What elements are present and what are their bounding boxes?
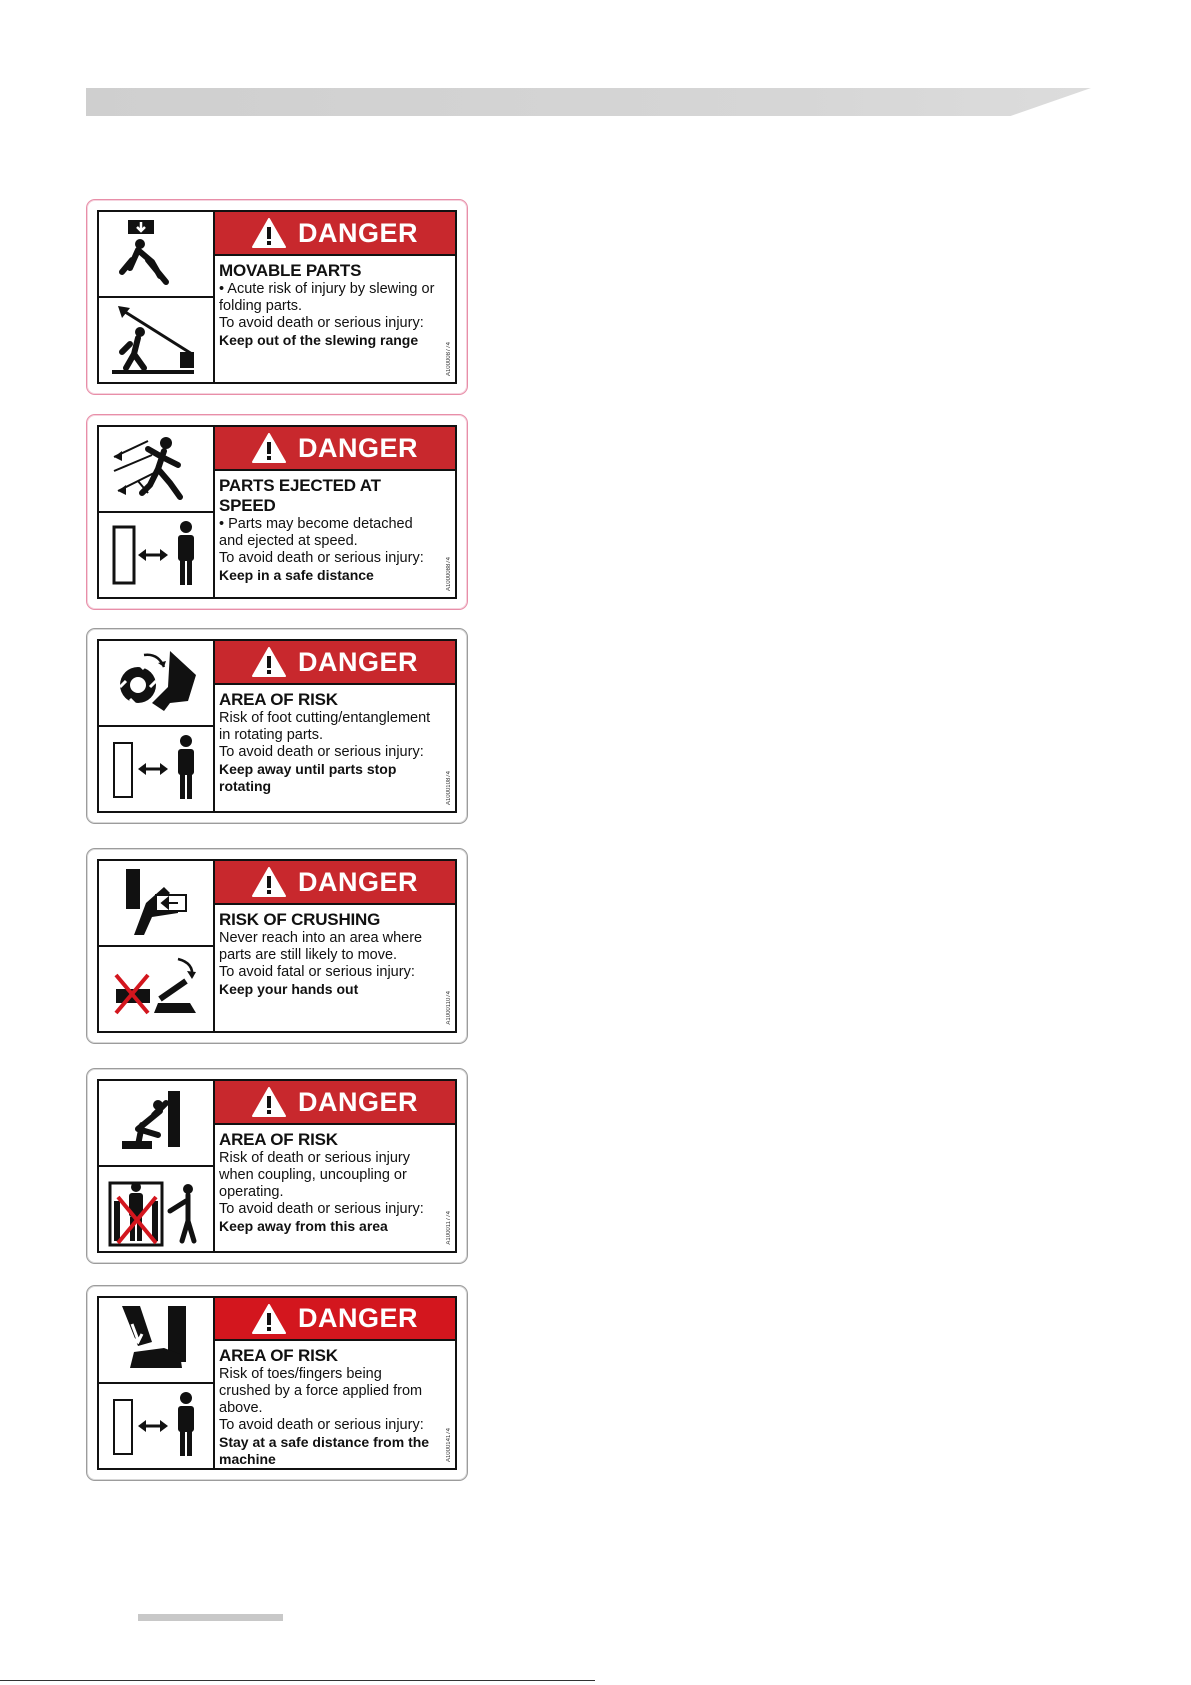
- ejected-parts-person-icon: [99, 427, 213, 511]
- safety-sign: [97, 859, 457, 1033]
- hazard-title: AREA OF RISK: [219, 690, 338, 709]
- required-action: Keep away from this area: [219, 1218, 388, 1234]
- safe-distance-icon: [99, 511, 213, 597]
- bottom-rule: [0, 1680, 595, 1681]
- falling-person-icon: [99, 212, 213, 296]
- hazard-description: Risk of toes/fingers being crushed by a force applied from above.: [219, 1366, 423, 1416]
- required-action: Stay at a safe distance from the machine: [219, 1434, 430, 1467]
- danger-heading: DANGER: [297, 646, 418, 677]
- danger-label-crushed-toes: [86, 1285, 468, 1481]
- danger-heading: DANGER: [297, 1086, 418, 1117]
- hazard-title: PARTS EJECTED AT SPEED: [219, 476, 381, 515]
- safety-sign: [97, 210, 457, 384]
- hazard-title: AREA OF RISK: [219, 1130, 338, 1149]
- warning-triangle-icon: [252, 1304, 286, 1334]
- danger-heading: DANGER: [297, 217, 418, 248]
- no-hands-crushing-icon: [99, 945, 213, 1031]
- crushed-hand-icon: [99, 861, 213, 945]
- footer-bar: [138, 1614, 283, 1621]
- label-code: A100014174: [446, 1427, 452, 1462]
- avoid-instruction: To avoid death or serious injury:: [219, 550, 424, 566]
- safety-sign: [97, 425, 457, 599]
- danger-label-movable-parts: [86, 199, 468, 395]
- warning-triangle-icon: [252, 647, 286, 677]
- hazard-description: • Acute risk of injury by slewing or folding parts.: [219, 281, 435, 314]
- hazard-title: MOVABLE PARTS: [219, 261, 362, 280]
- hazard-title: RISK OF CRUSHING: [219, 910, 381, 929]
- required-action: Keep in a safe distance: [219, 567, 374, 583]
- label-code: A100011774: [446, 1211, 452, 1245]
- warning-triangle-icon: [252, 867, 286, 897]
- label-code: A100010874: [446, 770, 452, 805]
- required-action: Keep your hands out: [219, 981, 359, 997]
- hazard-title: AREA OF RISK: [219, 1346, 338, 1365]
- hazard-description: Never reach into an area where parts are still likely to move.: [219, 930, 423, 963]
- avoid-instruction: To avoid death or serious injury:: [219, 744, 424, 760]
- label-code: A100008874: [446, 556, 452, 591]
- crushed-foot-icon: [99, 1298, 213, 1382]
- danger-heading: DANGER: [297, 866, 418, 897]
- label-code: A100011074: [446, 991, 452, 1025]
- danger-heading: DANGER: [297, 1303, 418, 1333]
- hazard-description: • Parts may become detached and ejected at speed.: [219, 516, 413, 549]
- header-band: [86, 88, 1091, 116]
- danger-label-coupling-area: [86, 1068, 468, 1264]
- avoid-instruction: To avoid death or serious injury:: [219, 1417, 424, 1433]
- warning-triangle-icon: [252, 1087, 286, 1117]
- safe-distance-icon: [99, 1382, 213, 1468]
- required-action: Keep out of the slewing range: [219, 332, 419, 348]
- label-code: A100008774: [446, 341, 452, 376]
- danger-label-parts-ejected: [86, 414, 468, 610]
- safety-sign: [97, 639, 457, 813]
- required-action: Keep away until parts stop rotating: [219, 761, 397, 794]
- warning-triangle-icon: [252, 218, 286, 248]
- safety-sign: [97, 1296, 457, 1470]
- hazard-description: Risk of death or serious injury when coupling, uncoupling or operating.: [219, 1150, 410, 1200]
- slewing-part-person-icon: [99, 296, 213, 382]
- avoid-instruction: To avoid death or serious injury:: [219, 1201, 424, 1217]
- danger-label-risk-of-crushing: [86, 848, 468, 1044]
- crushed-body-icon: [99, 1081, 213, 1165]
- warning-triangle-icon: [252, 433, 286, 463]
- avoid-instruction: To avoid fatal or serious injury:: [219, 964, 415, 980]
- no-person-between-machines-icon: [99, 1165, 213, 1251]
- avoid-instruction: To avoid death or serious injury:: [219, 315, 424, 331]
- safety-sign: [97, 1079, 457, 1253]
- hazard-description: Risk of foot cutting/entanglement in rotating parts.: [219, 710, 431, 743]
- danger-label-rotating-parts: [86, 628, 468, 824]
- rotating-blade-foot-icon: [99, 641, 213, 725]
- danger-heading: DANGER: [297, 432, 418, 463]
- safe-distance-icon: [99, 725, 213, 811]
